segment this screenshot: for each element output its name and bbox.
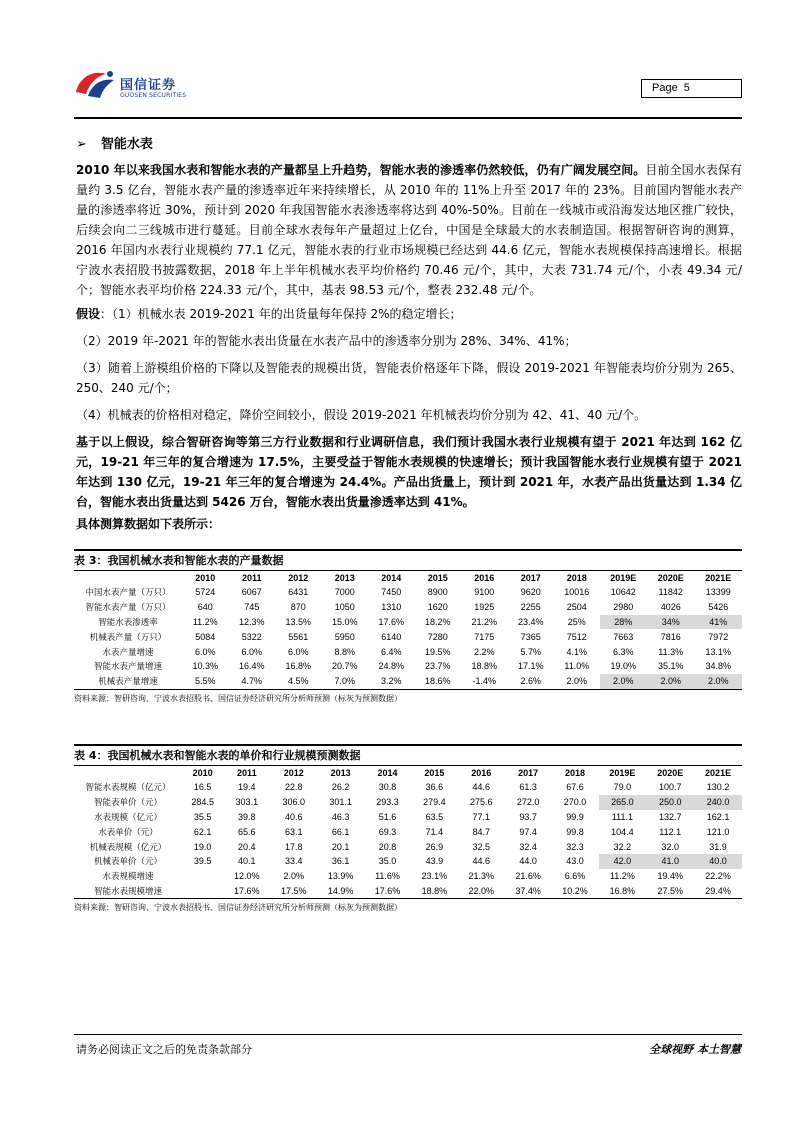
table-cell: 6.6% (564, 871, 586, 882)
table-cell: 17.5% (270, 884, 317, 899)
table-cell: 35.1% (657, 661, 684, 672)
table-cell: 13.1% (705, 646, 731, 657)
table-3-year: 2014 (381, 573, 402, 583)
table-cell: 4.5% (275, 674, 322, 689)
table-cell: 63.5 (425, 811, 444, 822)
table-3-title: 表 3：我国机械水表和智能水表的产量数据 (74, 549, 742, 571)
table-4-title: 表 4：我国机械水表和智能水表的单价和行业规模预测数据 (74, 744, 742, 766)
table-cell: 6.4% (380, 646, 402, 657)
table-cell: 10.3% (192, 661, 219, 672)
table-cell: 11.2% (609, 871, 635, 882)
table-cell: 11.6% (375, 871, 400, 882)
table-cell: 19.0% (610, 661, 637, 672)
table-4-source: 资料来源：智研咨询、宁波水表招股书、国信证券经济研究所分析师预测（标灰为预测数据） (74, 903, 402, 913)
table-cell (182, 869, 223, 884)
table-cell: 8.8% (334, 646, 355, 657)
table-4-grid (74, 766, 742, 899)
table-3-body (74, 585, 742, 689)
assumption-label: 假设 (76, 307, 101, 321)
row-label: 机械表产量（万只） (89, 632, 167, 643)
table-cell: 79.0 (613, 782, 632, 793)
table-cell: 15.0% (331, 616, 358, 627)
table-cell: 18.8% (411, 884, 458, 899)
table-cell: 40.6 (284, 811, 303, 822)
table-cell: 20.8 (378, 841, 397, 852)
table-cell: 20.4 (238, 841, 256, 852)
assumption-1-text: ：（1）机械水表 2019-2021 年的出货量每年保持 2%的稳定增长； (100, 307, 462, 321)
assumption-4: （4）机械表的价格相对稳定，降价空间较小，假设 2019-2021 年机械表均价分别为 42、41、40 元/个。 (76, 408, 647, 422)
table-cell: 31.9 (709, 841, 727, 852)
table-cell: 2.6% (508, 674, 555, 689)
table-cell: 17.6% (364, 884, 411, 899)
table-cell: 11.3% (658, 646, 684, 657)
table-4-body (74, 780, 742, 899)
table-cell: 34% (647, 615, 694, 630)
table-cell: 4.1% (566, 646, 588, 657)
row-label: 机械表产量增速 (74, 674, 182, 689)
row-label: 水表规模增速 (102, 872, 154, 883)
table-3-source: 资料来源：智研咨询、宁波水表招股书、国信证券经济研究所分析师预测（标灰为预测数据） (74, 693, 402, 703)
table-cell: 104.4 (611, 826, 634, 837)
table-cell: 23.7% (424, 661, 451, 672)
table-cell: 7365 (520, 631, 541, 642)
table-cell: 6.0% (241, 646, 262, 657)
table-cell: 14.9% (317, 884, 364, 899)
table-3-year: 2011 (241, 573, 262, 583)
table-cell: 270.0 (563, 797, 587, 808)
intro-bold: 2010 年以来我国水表和智能水表的产量都呈上升趋势，智能水表的渗透率仍然较低，仍有广阔发展空间。 (76, 163, 646, 177)
table-cell: 19.5% (424, 646, 451, 657)
table-cell: 17.6% (223, 884, 270, 899)
table-cell: 303.1 (235, 797, 259, 808)
table-cell: 19.0 (193, 841, 212, 852)
table-row (74, 585, 742, 600)
table-cell: 9620 (520, 587, 541, 598)
table-row (74, 780, 742, 795)
table-cell: 13399 (705, 587, 731, 598)
table-4-year: 2017 (518, 768, 539, 778)
table-4-year: 2018 (565, 768, 586, 778)
table-cell: 32.5 (472, 841, 491, 852)
row-label: 水表规模（亿元） (93, 812, 162, 823)
table-cell: 2980 (613, 602, 634, 613)
table-row (74, 674, 742, 689)
table-cell: 63.1 (284, 826, 303, 837)
table-row (74, 600, 742, 615)
header-divider (74, 117, 742, 119)
row-label: 智能表单价（元） (93, 798, 162, 809)
table-3-year: 2012 (288, 573, 309, 583)
brand-name-cn: 国信证券 (120, 78, 177, 93)
table-cell: 36.1 (331, 856, 350, 867)
table-cell: 2504 (566, 602, 587, 613)
footer-disclaimer: 请务必阅读正文之后的免责条款部分 (76, 1043, 252, 1056)
table-cell: 293.3 (376, 797, 399, 808)
table-cell: 18.2% (424, 616, 451, 627)
row-label: 机械表单价（元） (93, 857, 162, 868)
table-cell: 6067 (241, 587, 262, 598)
table-4-year: 2013 (330, 768, 351, 778)
table-lead-text: 具体测算数据如下表所示： (76, 517, 221, 531)
table-row (74, 869, 742, 884)
table-cell: 26.2 (331, 782, 350, 793)
table-cell: 11.2% (192, 616, 218, 627)
table-cell: 17.8 (284, 841, 303, 852)
section-title: 智能水表 (100, 137, 153, 152)
table-cell: 51.6 (378, 811, 397, 822)
table-cell: 16.8% (285, 661, 312, 672)
table-3-year: 2018 (566, 573, 587, 583)
table-cell: 32.4 (519, 841, 537, 852)
guosen-logo (72, 66, 192, 106)
row-label: 水表产量增速 (102, 647, 154, 658)
table-cell: 16.4% (238, 661, 265, 672)
table-cell: 62.1 (193, 826, 212, 837)
table-cell (182, 884, 223, 899)
table-cell: 16.5 (193, 782, 212, 793)
table-4-corner (74, 766, 182, 780)
table-cell: 84.7 (472, 826, 491, 837)
table-cell: 7972 (708, 631, 729, 642)
table-cell: 20.7% (331, 661, 358, 672)
table-cell: 5561 (288, 631, 309, 642)
table-cell: 18.8% (471, 661, 498, 672)
table-cell: 39.8 (238, 811, 256, 822)
table-cell: 2.0% (554, 674, 600, 689)
table-cell: 2.2% (473, 646, 495, 657)
table-cell: 17.1% (517, 661, 544, 672)
table-cell: 93.7 (519, 811, 537, 822)
table-cell: 3.2% (368, 674, 415, 689)
bullet-arrow-icon: ➢ (76, 137, 87, 152)
table-cell: 21.3% (468, 871, 495, 882)
table-cell: 130.2 (706, 782, 730, 793)
table-cell: 44.6 (472, 856, 491, 867)
table-cell: 10642 (610, 587, 636, 598)
table-cell: 1925 (474, 602, 495, 613)
table-3-year: 2016 (474, 573, 495, 583)
table-cell: 2255 (520, 602, 541, 613)
table-cell: 301.1 (329, 797, 352, 808)
table-row (74, 644, 742, 659)
row-label: 智能水表产量增速 (93, 662, 162, 673)
table-cell: 11842 (658, 587, 683, 598)
table-4-year: 2019E (609, 768, 636, 778)
table-cell: 2.0% (283, 871, 304, 882)
page-label: Page (652, 82, 678, 94)
table-cell: 46.3 (331, 811, 350, 822)
table-cell: 6.0% (287, 646, 309, 657)
table-row (74, 854, 742, 869)
table-3 (74, 549, 742, 704)
table-cell: 5724 (195, 587, 216, 598)
table-cell: 18.6% (415, 674, 462, 689)
table-cell: 5426 (708, 602, 729, 613)
table-3-year: 2015 (427, 573, 448, 583)
table-cell: 20.1 (331, 841, 350, 852)
table-3-year: 2013 (334, 573, 355, 583)
guosen-logo-icon (72, 66, 118, 100)
table-cell: 41% (694, 615, 742, 630)
table-cell: 19.4 (238, 782, 256, 793)
conclusion-paragraph: 基于以上假设，综合智研咨询等第三方行业数据和行业调研信息，我们预计我国水表行业规模有望于 2021 年达到 162 亿元，19-21 年三年的复合增速为 17.5%，主要受益于智能水表规模的快速增长；预计我国智能水表行业规模有望于 2021 年达到 130 亿元，19-21 年三年的复合增速为 24.4%。产品出货量上，预计到 2021 年，水表产品出货量达到 1.34 亿台，智能水表出货量达到 5426 万台，智能水表出货量渗透率达到 41%。 (76, 435, 742, 509)
table-cell: 1310 (381, 602, 402, 613)
table-4-year: 2020E (657, 768, 684, 778)
table-cell: 6431 (288, 587, 309, 598)
table-4-year: 2011 (237, 768, 257, 778)
table-row (74, 615, 742, 630)
table-cell: 16.8% (599, 884, 647, 899)
table-cell: 7280 (427, 631, 448, 642)
table-cell: 7175 (474, 631, 495, 642)
table-cell: 265.0 (599, 795, 647, 810)
table-cell: 26.9 (425, 841, 444, 852)
table-cell: 12.3% (238, 616, 265, 627)
table-row (74, 810, 742, 825)
table-cell: 22.8 (284, 782, 303, 793)
brand-name-en: GUOSEN SECURITIES (120, 92, 187, 99)
table-3-year: 2021E (705, 573, 732, 583)
table-row (74, 629, 742, 644)
table-cell: 67.6 (566, 782, 584, 793)
table-cell: 5322 (241, 631, 262, 642)
assumption-2: （2）2019 年-2021 年的智能水表出货量在水表产品中的渗透率分别为 28%、34%、41%； (76, 334, 577, 348)
table-cell: 65.6 (238, 826, 256, 837)
table-cell: 23.1% (421, 871, 448, 882)
table-cell: 306.0 (282, 797, 305, 808)
section-heading (76, 133, 742, 152)
table-cell: 162.1 (706, 811, 730, 822)
row-label: 智能水表渗透率 (98, 617, 158, 628)
table-cell: 745 (244, 602, 260, 613)
table-4-year: 2012 (283, 768, 304, 778)
table-cell: 33.4 (284, 856, 303, 867)
table-cell: 100.7 (658, 782, 682, 793)
table-cell: 32.0 (661, 841, 679, 852)
table-cell: 5950 (334, 631, 355, 642)
table-cell: 10016 (564, 587, 590, 598)
table-cell: 7450 (381, 587, 402, 598)
table-cell: 11.0% (564, 661, 590, 672)
footer-divider (74, 1034, 742, 1035)
table-cell: 23.4% (517, 616, 544, 627)
table-4-year: 2015 (424, 768, 445, 778)
table-cell: 9100 (474, 587, 495, 598)
table-3-year: 2010 (195, 573, 216, 583)
table-3-year: 2019E (610, 573, 637, 583)
table-cell: 30.8 (378, 782, 397, 793)
table-cell: 37.4% (505, 884, 552, 899)
assumption-3: （3）随着上游模组价格的下降以及智能表的规模出货，智能表价格逐年下降，假设 2019-2021 年智能表均价分别为 265、250、240 元/个； (76, 361, 742, 395)
table-cell: 22.2% (705, 871, 731, 882)
row-label: 水表单价（元） (98, 827, 158, 838)
table-cell: 5.7% (520, 646, 541, 657)
assumption-1 (76, 304, 742, 324)
table-cell: 17.6% (378, 616, 405, 627)
table-cell: 40.1 (238, 856, 256, 867)
table-cell: 13.9% (327, 871, 354, 882)
table-cell: 40.0 (694, 854, 742, 869)
table-cell: 5.5% (182, 674, 229, 689)
intro-paragraph (76, 160, 742, 300)
table-cell: 2.0% (647, 674, 694, 689)
table-cell: 279.4 (423, 797, 446, 808)
table-cell: 272.0 (516, 797, 540, 808)
table-cell: 27.5% (646, 884, 694, 899)
table-4-year: 2014 (377, 768, 398, 778)
table-cell: 32.3 (566, 841, 584, 852)
table-4-year: 2010 (192, 768, 213, 778)
table-cell: 35.5 (193, 811, 212, 822)
table-row (74, 824, 742, 839)
table-cell: 870 (290, 602, 306, 613)
table-cell: 36.6 (425, 782, 444, 793)
table-cell: 640 (197, 602, 213, 613)
intro-text: 目前全国水表保有量约 3.5 亿台，智能水表产量的渗透率近年来持续增长，从 2010 年的 11%上升至 2017 年的 23%。目前国内智能水表产量的渗透率将近 30%，预计到 2020 年我国智能水表渗透率将达到 40%-50%。目前在一线城市或沿海发达地区推广较快，后续会向二三线城市进行蔓延。目前全球水表每年产量超过上亿台，中国是全球最大的水表制造国。根据智研咨询的测算，2016 年国内水表行业规模约 77.1 亿元，智能水表的行业市场规模已经达到 44.6 亿元，智能水表规模保持高速增长。根据宁波水表招股书披露数据，2018 年上半年机械水表平均价格约 70.46 元/个，其中，大表 731.74 元/个，小表 49.34 元/个；智能水表平均价格 224.33 元/个，其中，基表 98.53 元/个，整表 232.48 元/个。 (76, 163, 742, 297)
table-cell: 21.2% (471, 616, 498, 627)
table-cell: 19.4% (657, 871, 683, 882)
table-4 (74, 744, 742, 913)
page-number: 5 (683, 82, 690, 94)
table-3-year: 2020E (657, 573, 684, 583)
row-label: 智能水表产量（万只） (85, 603, 171, 614)
footer-slogan: 全球视野 本土智慧 (649, 1043, 741, 1056)
row-label: 智能水表规模（亿元） (85, 783, 171, 794)
table-cell: 39.5 (193, 856, 212, 867)
table-cell: 99.9 (566, 811, 584, 822)
table-4-header-row (74, 766, 742, 780)
table-cell: 12.0% (234, 871, 260, 882)
table-cell: 111.1 (611, 811, 633, 822)
table-cell: 25% (567, 616, 586, 627)
table-cell: 28% (600, 615, 647, 630)
table-row (74, 795, 742, 810)
table-cell: 43.9 (425, 856, 444, 867)
table-cell: 43.0 (566, 856, 584, 867)
table-cell: 29.4% (694, 884, 742, 899)
page-indicator (641, 79, 742, 98)
table-cell: 4026 (660, 602, 681, 613)
table-cell: 250.0 (646, 795, 694, 810)
table-cell: 1050 (334, 602, 355, 613)
table-cell: 24.8% (378, 661, 405, 672)
table-cell: 5084 (195, 631, 216, 642)
table-4-year: 2021E (705, 768, 732, 778)
table-cell: 22.0% (458, 884, 505, 899)
table-4-year: 2016 (471, 768, 492, 778)
table-cell: 8900 (427, 587, 448, 598)
table-row (74, 839, 742, 854)
table-row (74, 884, 742, 899)
table-cell: 2.0% (694, 674, 742, 689)
table-cell: 35.0 (378, 856, 397, 867)
table-cell: 284.5 (191, 797, 214, 808)
table-row (74, 659, 742, 674)
table-cell: 132.7 (658, 811, 682, 822)
table-cell: 34.8% (705, 661, 731, 672)
main-content (76, 133, 742, 534)
table-cell: -1.4% (461, 674, 508, 689)
row-label: 智能水表规模增速 (74, 884, 182, 899)
table-cell: 32.2 (613, 841, 632, 852)
table-cell: 10.2% (552, 884, 599, 899)
table-cell: 97.4 (519, 826, 537, 837)
table-cell: 41.0 (646, 854, 694, 869)
table-cell: 7.0% (322, 674, 369, 689)
table-3-corner (74, 571, 182, 585)
table-cell: 42.0 (599, 854, 647, 869)
table-cell: 7000 (334, 587, 355, 598)
table-cell: 77.1 (472, 811, 491, 822)
table-3-header-row (74, 571, 742, 585)
table-3-year: 2017 (520, 573, 541, 583)
table-cell: 6140 (381, 631, 402, 642)
table-3-grid (74, 571, 742, 690)
table-cell: 112.1 (659, 826, 682, 837)
table-cell: 61.3 (519, 782, 537, 793)
table-cell: 240.0 (694, 795, 742, 810)
table-cell: 69.3 (378, 826, 397, 837)
table-cell: 1620 (427, 602, 448, 613)
row-label: 中国水表产量（万只） (85, 588, 171, 599)
table-cell: 99.8 (566, 826, 584, 837)
table-cell: 71.4 (425, 826, 444, 837)
table-cell: 44.6 (472, 782, 491, 793)
table-cell: 2.0% (600, 674, 647, 689)
table-cell: 6.0% (194, 646, 216, 657)
table-cell: 121.0 (706, 826, 730, 837)
row-label: 机械表规模（亿元） (89, 842, 167, 853)
table-cell: 7512 (566, 631, 587, 642)
table-cell: 7816 (660, 631, 681, 642)
table-cell: 66.1 (331, 826, 350, 837)
table-cell: 6.3% (613, 646, 634, 657)
table-cell: 275.6 (470, 797, 493, 808)
table-cell: 13.5% (285, 616, 312, 627)
table-cell: 21.6% (515, 871, 541, 882)
table-cell: 4.7% (229, 674, 276, 689)
table-cell: 44.0 (519, 856, 537, 867)
table-cell: 7663 (613, 631, 634, 642)
